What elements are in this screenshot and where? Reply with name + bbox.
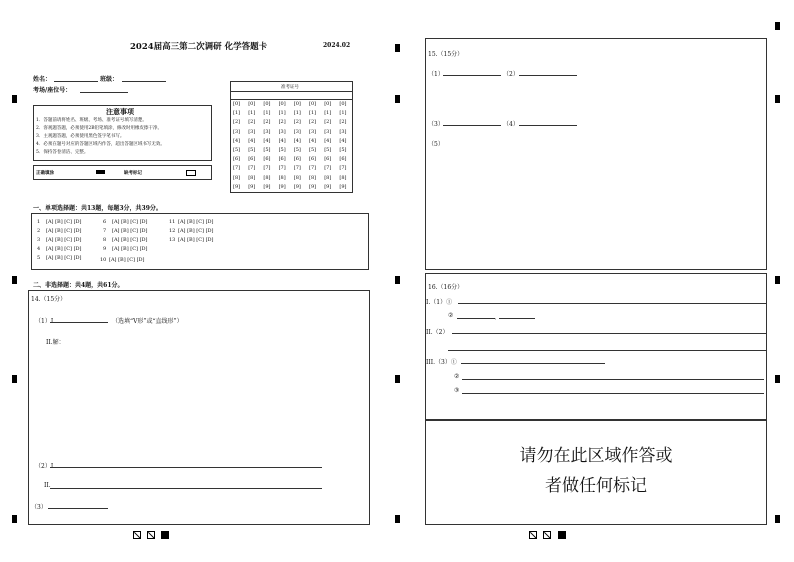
exam-id-digit-bubble[interactable]: [6] <box>339 156 347 163</box>
exam-id-digit-bubble[interactable]: [2] <box>233 119 241 126</box>
notice-item: 1．答题前请将姓名、班级、考场、准考证号填写清楚。 <box>36 118 147 123</box>
exam-id-digit-bubble[interactable]: [9] <box>278 183 286 190</box>
exam-id-digit-bubble[interactable]: [6] <box>233 156 241 163</box>
exam-id-digit-bubble[interactable]: [6] <box>248 156 256 163</box>
q15-part1: （1） <box>428 71 444 78</box>
exam-seat-field[interactable] <box>80 92 128 93</box>
q14-part3: （3） <box>31 504 47 511</box>
mcq-options[interactable]: [A] [B] [C] [D] <box>46 219 82 225</box>
q16-ii2: II.（2） <box>426 329 449 336</box>
notice-box <box>33 105 212 161</box>
q16-answer-line[interactable] <box>458 303 766 304</box>
exam-id-digit-bubble[interactable]: [1] <box>263 110 271 117</box>
exam-id-digit-bubble[interactable]: [8] <box>324 174 332 181</box>
q16-answer-line[interactable] <box>499 318 535 319</box>
mcq-options[interactable]: [A] [B] [C] [D] <box>112 246 148 252</box>
class-field[interactable] <box>122 81 166 82</box>
q15-answer-line[interactable] <box>519 125 577 126</box>
name-field[interactable] <box>54 81 98 82</box>
exam-id-digit-bubble[interactable]: [0] <box>324 101 332 107</box>
exam-id-digit-bubble[interactable]: [7] <box>248 165 256 172</box>
section2-title: 二、非选择题：共4题，共61分。 <box>33 282 124 289</box>
footer-slash-marker <box>543 531 551 539</box>
exam-id-digit-bubble[interactable]: [9] <box>324 183 332 190</box>
footer-solid-marker <box>161 531 169 539</box>
q15-answer-line[interactable] <box>443 125 501 126</box>
mcq-number: 12 <box>169 228 176 234</box>
q16-iii3: III.（3）① <box>426 359 457 366</box>
mcq-options[interactable]: [A] [B] [C] [D] <box>109 257 145 263</box>
exam-id-digit-bubble[interactable]: [0] <box>263 101 271 107</box>
exam-id-digit-bubble[interactable]: [4] <box>248 137 256 144</box>
q14-answer-line[interactable] <box>50 467 322 468</box>
q16-answer-line[interactable] <box>457 318 495 319</box>
q14-answer-line[interactable] <box>48 508 108 509</box>
exam-id-digit-bubble[interactable]: [2] <box>263 119 271 126</box>
exam-id-digit-bubble[interactable]: [4] <box>339 137 347 144</box>
exam-id-digit-bubble[interactable]: [0] <box>248 101 256 107</box>
mcq-number: 11 <box>169 219 176 225</box>
mcq-number: 10 <box>100 257 107 263</box>
mcq-options[interactable]: [A] [B] [C] [D] <box>178 237 214 243</box>
mcq-options[interactable]: [A] [B] [C] [D] <box>178 228 214 234</box>
mcq-number: 5 <box>37 255 41 261</box>
exam-id-title: 准考证号 <box>281 85 299 90</box>
mcq-number: 9 <box>103 246 107 252</box>
exam-id-digit-bubble[interactable]: [1] <box>339 110 347 117</box>
q16-head: 16.（16分） <box>428 284 464 291</box>
registration-mark <box>395 44 400 52</box>
section1-title: 一、单项选择题：共13题，每题3分，共39分。 <box>33 205 162 212</box>
exam-id-digit-bubble[interactable]: [0] <box>293 101 301 107</box>
q14-head: 14.（15分） <box>31 296 67 303</box>
exam-id-digit-bubble[interactable]: [9] <box>293 183 301 190</box>
exam-id-digit-bubble[interactable]: [5] <box>339 147 347 153</box>
exam-id-digit-bubble[interactable]: [0] <box>309 101 317 107</box>
exam-id-digit-bubble[interactable]: [7] <box>324 165 332 172</box>
exam-id-digit-bubble[interactable]: [9] <box>248 183 256 190</box>
exam-id-digit-bubble[interactable]: [3] <box>339 128 347 135</box>
exam-id-digit-bubble[interactable]: [8] <box>309 174 317 181</box>
q14-part2: （2）I. <box>35 463 56 470</box>
notice-title: 注意事项 <box>106 107 134 116</box>
footer-slash-marker <box>133 531 141 539</box>
mcq-number: 13 <box>169 237 176 243</box>
exam-id-digit-bubble[interactable]: [3] <box>278 128 286 135</box>
no-answer-text: 者做任何标记 <box>545 476 647 496</box>
no-answer-text: 请勿在此区域作答或 <box>519 446 673 466</box>
q15-part2: （2） <box>503 71 519 78</box>
mcq-number: 6 <box>103 219 107 225</box>
exam-id-digit-bubble[interactable]: [2] <box>248 119 256 126</box>
exam-id-digit-bubble[interactable]: [5] <box>309 147 317 153</box>
correct-fill-sample <box>96 170 105 174</box>
exam-id-digit-bubble[interactable]: [1] <box>309 110 317 117</box>
q15-box <box>425 38 767 270</box>
exam-seat-label: 考场/座位号： <box>33 87 72 94</box>
exam-id-digit-bubble[interactable]: [6] <box>293 156 301 163</box>
q14-answer-line[interactable] <box>50 488 322 489</box>
registration-mark <box>775 95 780 103</box>
q14-part1-hint: （选填“V形”或“直线形”） <box>112 318 183 325</box>
q14-box <box>28 290 370 525</box>
mcq-number: 8 <box>103 237 107 243</box>
q14-part2-ii: II. <box>44 482 51 489</box>
exam-id-digit-bubble[interactable]: [8] <box>233 174 241 181</box>
q14-part1: （1）I. <box>35 318 56 325</box>
q15-answer-line[interactable] <box>519 75 577 76</box>
exam-id-digit-bubble[interactable]: [9] <box>233 183 241 190</box>
exam-id-digit-bubble[interactable]: [2] <box>293 119 301 126</box>
notice-item: 2．客观题答题，必须使用2B铅笔填涂，修改时用橡皮擦干净。 <box>36 126 163 131</box>
exam-id-digit-bubble[interactable]: [4] <box>263 137 271 144</box>
exam-id-digit-bubble[interactable]: [1] <box>293 110 301 117</box>
exam-id-digit-bubble[interactable]: [7] <box>278 165 286 172</box>
exam-id-digit-bubble[interactable]: [7] <box>293 165 301 172</box>
exam-id-digit-bubble[interactable]: [3] <box>293 128 301 135</box>
exam-id-digit-bubble[interactable]: [0] <box>233 101 241 107</box>
exam-id-digit-bubble[interactable]: [4] <box>324 137 332 144</box>
q15-head: 15.（15分） <box>428 51 464 58</box>
q16-sep: 、 <box>494 314 501 321</box>
registration-mark <box>12 95 17 103</box>
exam-id-digit-bubble[interactable]: [5] <box>233 147 241 153</box>
registration-mark <box>395 375 400 383</box>
exam-id-digit-bubble[interactable]: [3] <box>309 128 317 135</box>
exam-id-digit-bubble[interactable]: [0] <box>339 101 347 107</box>
class-label: 班级： <box>100 76 119 83</box>
exam-id-digit-bubble[interactable]: [3] <box>248 128 256 135</box>
exam-id-digit-bubble[interactable]: [7] <box>309 165 317 172</box>
exam-id-digit-bubble[interactable]: [8] <box>339 174 347 181</box>
notice-item: 5．保持答卷清洁、完整。 <box>36 150 89 155</box>
registration-mark <box>775 22 780 30</box>
exam-id-digit-bubble[interactable]: [9] <box>309 183 317 190</box>
mcq-options[interactable]: [A] [B] [C] [D] <box>178 219 214 225</box>
page-title: 2024届高三第二次调研 化学答题卡 <box>130 42 268 52</box>
exam-id-digit-bubble[interactable]: [2] <box>278 119 286 126</box>
exam-id-digit-bubble[interactable]: [9] <box>339 183 347 190</box>
q15-part3: （3） <box>428 121 444 128</box>
exam-id-digit-bubble[interactable]: [1] <box>248 110 256 117</box>
exam-id-digit-bubble[interactable]: [7] <box>339 165 347 172</box>
registration-mark <box>775 375 780 383</box>
mcq-number: 3 <box>37 237 41 243</box>
exam-id-digit-bubble[interactable]: [2] <box>324 119 332 126</box>
no-answer-zone <box>425 420 767 525</box>
q16-answer-line[interactable] <box>462 393 764 394</box>
q14-part1-ii: II.解： <box>46 339 65 346</box>
q15-part5: （5） <box>428 141 444 148</box>
exam-id-digit-bubble[interactable]: [8] <box>248 174 256 181</box>
q16-box <box>425 273 767 420</box>
exam-id-digit-bubble[interactable]: [4] <box>278 137 286 144</box>
registration-mark <box>775 276 780 284</box>
registration-mark <box>395 95 400 103</box>
q16-answer-line[interactable] <box>461 363 605 364</box>
footer-solid-marker <box>558 531 566 539</box>
exam-id-digit-bubble[interactable]: [4] <box>293 137 301 144</box>
exam-id-digit-bubble[interactable]: [8] <box>263 174 271 181</box>
exam-id-digit-bubble[interactable]: [2] <box>339 119 347 126</box>
grid-divider <box>231 99 352 100</box>
mcq-number: 4 <box>37 246 41 252</box>
registration-mark <box>12 375 17 383</box>
mcq-options[interactable]: [A] [B] [C] [D] <box>46 255 82 261</box>
mcq-options[interactable]: [A] [B] [C] [D] <box>112 228 148 234</box>
grid-divider <box>231 91 352 92</box>
exam-id-digit-bubble[interactable]: [8] <box>293 174 301 181</box>
notice-item: 3．主观题答题，必须使用黑色签字笔书写。 <box>36 134 125 139</box>
q16-iii3c: ③ <box>454 387 460 394</box>
exam-id-digit-bubble[interactable]: [9] <box>263 183 271 190</box>
exam-id-digit-bubble[interactable]: [1] <box>324 110 332 117</box>
exam-id-digit-bubble[interactable]: [6] <box>263 156 271 163</box>
q16-i1b: ② <box>448 312 454 319</box>
name-label: 姓名： <box>33 76 52 83</box>
exam-id-digit-bubble[interactable]: [5] <box>278 147 286 153</box>
missing-mark-label: 缺考标记 <box>124 171 142 176</box>
exam-id-digit-bubble[interactable]: [1] <box>278 110 286 117</box>
registration-mark <box>12 276 17 284</box>
exam-id-digit-bubble[interactable]: [0] <box>278 101 286 107</box>
exam-date: 2024.02 <box>323 42 351 49</box>
registration-mark <box>12 515 17 523</box>
exam-id-digit-bubble[interactable]: [6] <box>278 156 286 163</box>
mcq-options[interactable]: [A] [B] [C] [D] <box>112 219 148 225</box>
correct-fill-label: 正确填涂 <box>36 171 54 176</box>
q14-answer-line[interactable] <box>50 322 108 323</box>
exam-id-digit-bubble[interactable]: [2] <box>309 119 317 126</box>
q16-i1: I.（1）① <box>426 299 453 306</box>
exam-id-digit-bubble[interactable]: [1] <box>233 110 241 117</box>
footer-slash-marker <box>147 531 155 539</box>
fill-sample-box <box>33 165 212 180</box>
exam-id-digit-bubble[interactable]: [4] <box>309 137 317 144</box>
mcq-number: 1 <box>37 219 41 225</box>
q15-part4: （4） <box>503 121 519 128</box>
notice-item: 4．必须在题号对应的答题区域内作答，超出答题区域书写无效。 <box>36 142 165 147</box>
registration-mark <box>395 276 400 284</box>
registration-mark <box>775 515 780 523</box>
exam-id-digit-bubble[interactable]: [5] <box>293 147 301 153</box>
exam-id-digit-bubble[interactable]: [5] <box>263 147 271 153</box>
missing-mark-box[interactable] <box>186 170 196 176</box>
q16-answer-line[interactable] <box>448 350 766 351</box>
mcq-options[interactable]: [A] [B] [C] [D] <box>46 237 82 243</box>
mcq-number: 7 <box>103 228 107 234</box>
exam-id-digit-bubble[interactable]: [3] <box>233 128 241 135</box>
mcq-number: 2 <box>37 228 41 234</box>
footer-slash-marker <box>529 531 537 539</box>
q16-answer-line[interactable] <box>452 333 766 334</box>
q16-iii3b: ② <box>454 373 460 380</box>
exam-id-digit-bubble[interactable]: [5] <box>248 147 256 153</box>
q16-answer-line[interactable] <box>462 379 764 380</box>
q15-answer-line[interactable] <box>443 75 501 76</box>
exam-id-digit-bubble[interactable]: [6] <box>324 156 332 163</box>
registration-mark <box>395 515 400 523</box>
mcq-options[interactable]: [A] [B] [C] [D] <box>46 228 82 234</box>
exam-id-digit-bubble[interactable]: [3] <box>263 128 271 135</box>
exam-id-digit-bubble[interactable]: [8] <box>278 174 286 181</box>
exam-id-digit-bubble[interactable]: [6] <box>309 156 317 163</box>
exam-id-digit-bubble[interactable]: [4] <box>233 137 241 144</box>
exam-id-digit-bubble[interactable]: [7] <box>263 165 271 172</box>
exam-id-digit-bubble[interactable]: [7] <box>233 165 241 172</box>
exam-id-digit-bubble[interactable]: [3] <box>324 128 332 135</box>
exam-id-digit-bubble[interactable]: [5] <box>324 147 332 153</box>
mcq-options[interactable]: [A] [B] [C] [D] <box>112 237 148 243</box>
mcq-options[interactable]: [A] [B] [C] [D] <box>46 246 82 252</box>
